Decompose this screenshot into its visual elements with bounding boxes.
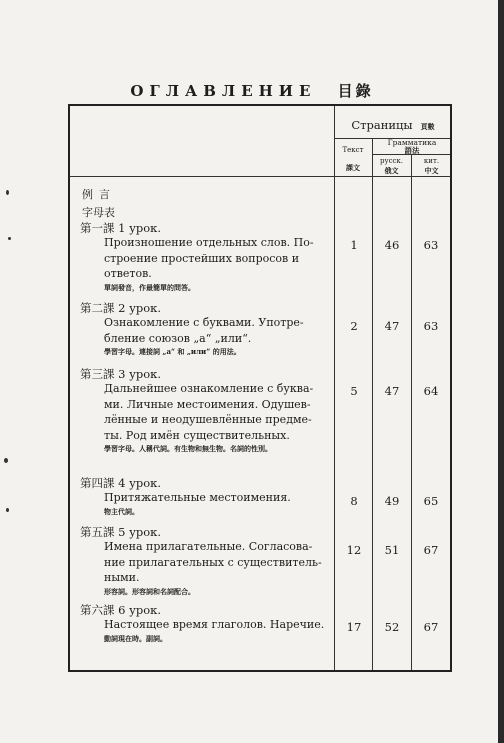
header-bottom-rule — [70, 176, 450, 177]
pages-label-zh: 頁數 — [420, 122, 435, 131]
russ-label: русск. — [379, 157, 404, 165]
lesson-description-line: ми. Личные местоимения. Одушев- — [104, 397, 311, 411]
lesson-heading: 第四課 4 урок. — [80, 476, 162, 490]
lesson-heading: 第五課 5 урок. — [80, 525, 162, 539]
kit-page-number: 63 — [423, 238, 439, 252]
text-page-number: 8 — [350, 494, 358, 508]
page-edge-shadow — [498, 0, 504, 743]
kit-page-number: 63 — [423, 319, 439, 333]
lesson-heading: 第一課 1 урок. — [80, 221, 162, 235]
lesson-chinese-summary: 物主代詞。 — [104, 506, 139, 516]
russ-page-number: 47 — [384, 384, 400, 398]
scan-mark — [6, 190, 9, 195]
scan-mark — [8, 237, 11, 240]
lesson-heading: 第三課 3 урок. — [80, 367, 162, 381]
lesson-chinese-summary: 單詞發音，作最簡單的問答。 — [104, 282, 195, 292]
kit-header — [411, 157, 452, 175]
lesson-chinese-summary: 學習字母。人稱代詞。有生物和無生物。名詞的性別。 — [104, 444, 272, 453]
lesson-description-line: бление союзов „а“ „или“. — [104, 331, 252, 345]
kit-page-number: 65 — [423, 494, 439, 508]
lesson-heading: 第二課 2 урок. — [80, 301, 162, 315]
text-page-number: 2 — [350, 319, 358, 333]
lesson-entry — [80, 603, 330, 644]
lesson-chinese-summary: 動詞現在時。副詞。 — [104, 633, 167, 643]
lesson-entry — [80, 525, 330, 597]
scan-mark — [6, 508, 9, 512]
kit-label-zh: 中文 — [424, 166, 439, 175]
lesson-description-line: ты. Род имён существительных. — [104, 428, 290, 442]
column-divider — [411, 154, 412, 670]
kit-page-number: 64 — [423, 384, 439, 398]
title-zh: 目錄 — [337, 82, 374, 100]
russ-header — [372, 157, 411, 175]
lesson-heading: 第六課 6 урок. — [80, 603, 162, 617]
lesson-description-line: ние прилагательных с существитель- — [104, 555, 322, 569]
pages-header — [334, 114, 452, 133]
text-page-number: 5 — [350, 384, 358, 398]
scan-mark — [4, 458, 8, 463]
lesson-entry — [80, 221, 330, 293]
russ-page-number: 46 — [384, 238, 400, 252]
russ-page-number: 47 — [384, 319, 400, 333]
kit-page-number: 67 — [423, 543, 439, 557]
lesson-entry — [80, 301, 330, 357]
pages-label: Страницы — [351, 118, 413, 132]
title-ru: ОГЛАВЛЕНИЕ — [130, 82, 317, 100]
lesson-description-line: Дальнейшее ознакомление с буква- — [104, 382, 314, 395]
kit-label: кит. — [423, 157, 440, 165]
page-title — [0, 80, 504, 101]
russ-label-zh: 俄文 — [384, 166, 399, 175]
grammar-label: Грамматика — [387, 138, 437, 147]
russ-page-number: 52 — [384, 620, 400, 634]
text-header — [334, 142, 372, 176]
lesson-entry — [80, 476, 330, 517]
lesson-description-line: Притяжательные местоимения. — [104, 491, 291, 504]
lesson-chinese-summary: 學習字母。連接詞 „а“ 和 „или“ 的用法。 — [104, 347, 241, 356]
lesson-chinese-summary: 形容詞。形容詞和名詞配合。 — [104, 586, 195, 596]
lesson-description-line: строение простейших вопросов и — [104, 251, 300, 265]
grammar-label-zh: 語法 — [404, 145, 420, 155]
kit-page-number: 67 — [423, 620, 439, 634]
text-page-number: 12 — [346, 543, 362, 557]
lesson-description-line: ными. — [104, 571, 140, 584]
russ-page-number: 51 — [384, 543, 400, 557]
russ-page-number: 49 — [384, 494, 400, 508]
lesson-description-line: Настоящее время глаголов. Наречие. — [104, 618, 325, 631]
text-page-number: 17 — [346, 620, 362, 634]
lesson-description-line: Произношение отдельных слов. По- — [104, 236, 314, 249]
lesson-description-line: лённые и неодушевлённые предме- — [104, 413, 312, 426]
grammar-header — [372, 139, 452, 154]
lesson-entry — [80, 367, 330, 454]
lesson-description-line: ответов. — [104, 267, 152, 280]
lesson-description-line: Имена прилагательные. Согласова- — [104, 540, 313, 553]
text-page-number: 1 — [350, 238, 358, 252]
preface-entry: 例言 — [82, 188, 116, 201]
contents-table — [68, 104, 452, 672]
column-divider — [372, 138, 373, 670]
text-label-zh: 課文 — [346, 163, 360, 172]
lesson-description-line: Ознакомление с буквами. Употре- — [104, 316, 304, 329]
alphabet-entry: 字母表 — [82, 206, 115, 219]
text-label: Текст — [342, 146, 364, 154]
